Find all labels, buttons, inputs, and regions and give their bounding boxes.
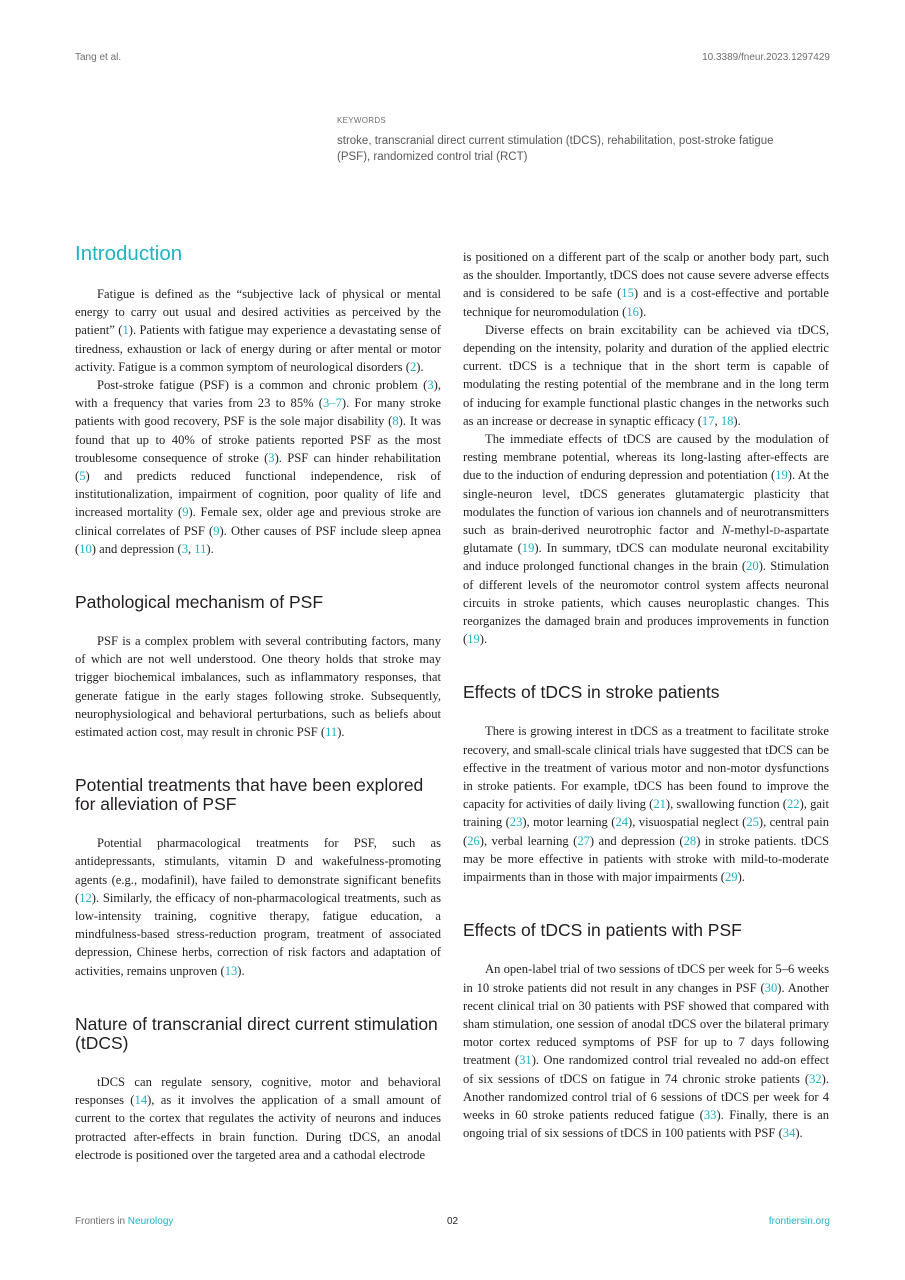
citation-link[interactable]: 18 <box>720 413 734 428</box>
footer-journal-prefix: Frontiers in <box>75 1216 128 1227</box>
paragraph: An open-label trial of two sessions of tDCS per week for 5–6 weeks in 10 stroke patients did not result in any changes in PSF (30). Another recent clinical trial on 30 patients with PSF showed that compared with sham stimulation, one session of anodal tDCS over the bilateral primary motor cortex reduced symptoms of PSF for up to 7 days following treatment (31). One randomized control trial revealed no add-on effect of six sessions of tDCS on fatigue in 74 chronic stroke patients (32). Another randomized control trial of 6 sessions of tDCS per week for 4 weeks in 60 stroke patients reduced fatigue (33). Finally, there is an ongoing trial of six sessions of tDCS in 100 patients with PSF (34). <box>463 962 829 1141</box>
effects-stroke-heading: Effects of tDCS in stroke patients <box>463 682 720 703</box>
citation-link[interactable]: 19 <box>467 632 480 647</box>
citation-link[interactable]: 33 <box>703 1107 717 1122</box>
citation-link[interactable]: 32 <box>809 1071 822 1086</box>
doi[interactable]: 10.3389/fneur.2023.1297429 <box>702 52 830 63</box>
nature-heading: Nature of transcranial direct current stimulation (tDCS) <box>75 1013 438 1053</box>
citation-link[interactable]: 3 <box>181 541 188 556</box>
citation-link[interactable]: 13 <box>224 963 238 978</box>
paragraph: Post-stroke fatigue (PSF) is a common and chronic problem (3), with a frequency that varies from 23 to 85% (3–7). For many stroke patients with good recovery, PSF is the sole major disability (8). It was found that up to 40% of stroke patients reported PSF as the most troublesome consequence of stroke (3). PSF can hinder rehabilitation (5) and predicts reduced functional independence, risk of institutionalization, impairment of cognition, poor quality of life and increased mortality (9). Female sex, older age and previous stroke are clinical correlates of PSF (9). Other causes of PSF include sleep apnea (10) and depression (3, 11). <box>75 378 442 556</box>
citation-link[interactable]: 30 <box>764 980 778 995</box>
introduction-heading: Introduction <box>75 242 183 265</box>
citation-link[interactable]: 25 <box>746 815 759 830</box>
citation-link[interactable]: 23 <box>509 815 523 830</box>
citation-link[interactable]: 21 <box>653 797 666 812</box>
citation-link[interactable]: 29 <box>724 870 738 885</box>
citation-link[interactable]: 2 <box>409 359 417 374</box>
citation-link[interactable]: 11 <box>325 725 338 740</box>
paragraph: There is growing interest in tDCS as a treatment to facilitate stroke recovery, and small-scale clinical trials have suggested that tDCS can be effective in the treatment of various motor and non-motor dysfunctions in stroke patients. For example, tDCS has been found to improve the capacity for activities of daily living (21), swallowing function (22), gait training (23), motor learning (24), visuospatial neglect (25), central pain (26), verbal learning (27) and depression (28) in stroke patients. tDCS may be more effective in patients with stroke with mild-to-moderate impairments than in those with major impairments (29). <box>463 724 829 885</box>
page-number: 02 <box>446 1216 459 1227</box>
citation-link[interactable]: 34 <box>782 1126 796 1141</box>
citation-link[interactable]: 16 <box>626 304 639 319</box>
paragraph: tDCS can regulate sensory, cognitive, motor and behavioral responses (14), as it involves the application of a small amount of current to the cortex that regulates the activity of neurons and induces protracted after-effects in brain function. During tDCS, an anodal electrode is positioned over the targeted area and a cathodal electrode <box>75 1074 442 1162</box>
citation-link[interactable]: 11 <box>194 541 207 556</box>
citation-link[interactable]: 19 <box>775 468 788 483</box>
keywords-label: KEYWORDS <box>337 116 387 125</box>
citation-link[interactable]: 27 <box>577 833 590 848</box>
citation-link[interactable]: 15 <box>621 286 634 301</box>
citation-link[interactable]: 9 <box>213 523 220 538</box>
citation-link[interactable]: 10 <box>79 541 92 556</box>
paragraph: Fatigue is defined as the “subjective lack of physical or mental energy to carry out usual and desired activities as perceived by the patient” (1). Patients with fatigue may experience a devastating sense of tiredness, exhaustion or lack of energy during or after mental or motor activity. Fatigue is a common symptom of neurological disorders (2). <box>75 287 441 374</box>
treatments-heading: Potential treatments that have been explored for alleviation of PSF <box>75 775 424 815</box>
citation-link[interactable]: 8 <box>392 414 399 429</box>
paragraph: Diverse effects on brain excitability can be achieved via tDCS, depending on the intensity, polarity and duration of the applied electric current. tDCS is a technique that in the short term is capable of modulating the resting potential of the membrane and in the long term of inducing for example functional plastic changes in the networks such as an increase or decrease in synaptic efficacy (17, 18). <box>463 322 829 428</box>
citation-link[interactable]: 28 <box>683 833 697 848</box>
citation-link[interactable]: 5 <box>79 469 86 484</box>
paragraph: Potential pharmacological treatments for PSF, such as antidepressants, stimulants, vitamin D and wakefulness-promoting agents (e.g., modafinil), have failed to demonstrate significant benefits (12). Similarly, the efficacy of non-pharmacological treatments, such as low-intensity training, cognitive therapy, fatigue education, a mindfulness-based stress-reduction program, treatment of associated depression, Chinese herbs, correction of risk factors and adaptation of activities, remains unproven (13). <box>75 836 441 978</box>
citation-link[interactable]: 24 <box>615 815 629 830</box>
running-head-authors: Tang et al. <box>75 52 122 63</box>
paragraph: is positioned on a different part of the scalp or another body part, such as the shoulder. Importantly, tDCS does not cause severe adverse effects and is considered to be safe (15) and is a cost-effective and portable technique for neuromodulation (16). <box>463 250 829 319</box>
citation-link[interactable]: 3 <box>268 450 275 465</box>
citation-link[interactable]: 31 <box>519 1053 532 1068</box>
pathological-heading: Pathological mechanism of PSF <box>75 592 324 613</box>
citation-link[interactable]: 9 <box>182 505 189 520</box>
citation-link[interactable]: 12 <box>79 890 92 905</box>
citation-link[interactable]: 1 <box>122 323 129 338</box>
paragraph: The immediate effects of tDCS are caused by the modulation of resting membrane potential, whereas its long-lasting after-effects are due to the induction of enduring depression and potentiation (19). At the single-neuron level, tDCS generates glutamatergic plasticity that modulates the function of various ion channels and of neurotransmitters such as brain-derived neurotrophic factor and N-methyl-d-aspartate glutamate (19). In summary, tDCS can modulate neuronal excitability and induce prolonged functional changes in the brain (20). Stimulation of different levels of the neuromotor control system affects neuronal circuits in stroke patients, which causes neuroplastic changes. This reorganizes the damaged brain and produces improvements in function (19). <box>463 432 830 647</box>
footer-journal-link[interactable]: Neurology <box>127 1216 174 1227</box>
citation-link[interactable]: 3–7 <box>323 396 342 411</box>
keywords-text: stroke, transcranial direct current stimulation (tDCS), rehabilitation, post-stroke fatigue (PSF), randomized control trial (RCT) <box>337 135 774 163</box>
footer-site-link[interactable]: frontiersin.org <box>768 1216 830 1227</box>
paragraph: PSF is a complex problem with several contributing factors, many of which are not well understood. One theory holds that stroke may trigger biochemical imbalances, such as inflammatory responses, that generate fatigue in the early stages following stroke. Subsequently, neurophysiological and behavioral perturbations, such as beliefs about estimated action cost, may result in chronic PSF (11). <box>75 634 441 740</box>
citation-link[interactable]: 19 <box>521 541 535 556</box>
citation-link[interactable]: 3 <box>427 378 434 393</box>
citation-link[interactable]: 26 <box>467 833 480 848</box>
keywords-block <box>337 116 807 165</box>
citation-link[interactable]: 17 <box>701 413 715 428</box>
left-column <box>75 240 441 1164</box>
effects-psf-heading: Effects of tDCS in patients with PSF <box>463 920 742 941</box>
citation-link[interactable]: 14 <box>134 1093 148 1108</box>
citation-link[interactable]: 22 <box>786 797 800 812</box>
citation-link[interactable]: 20 <box>746 559 759 574</box>
right-column <box>463 248 829 1142</box>
